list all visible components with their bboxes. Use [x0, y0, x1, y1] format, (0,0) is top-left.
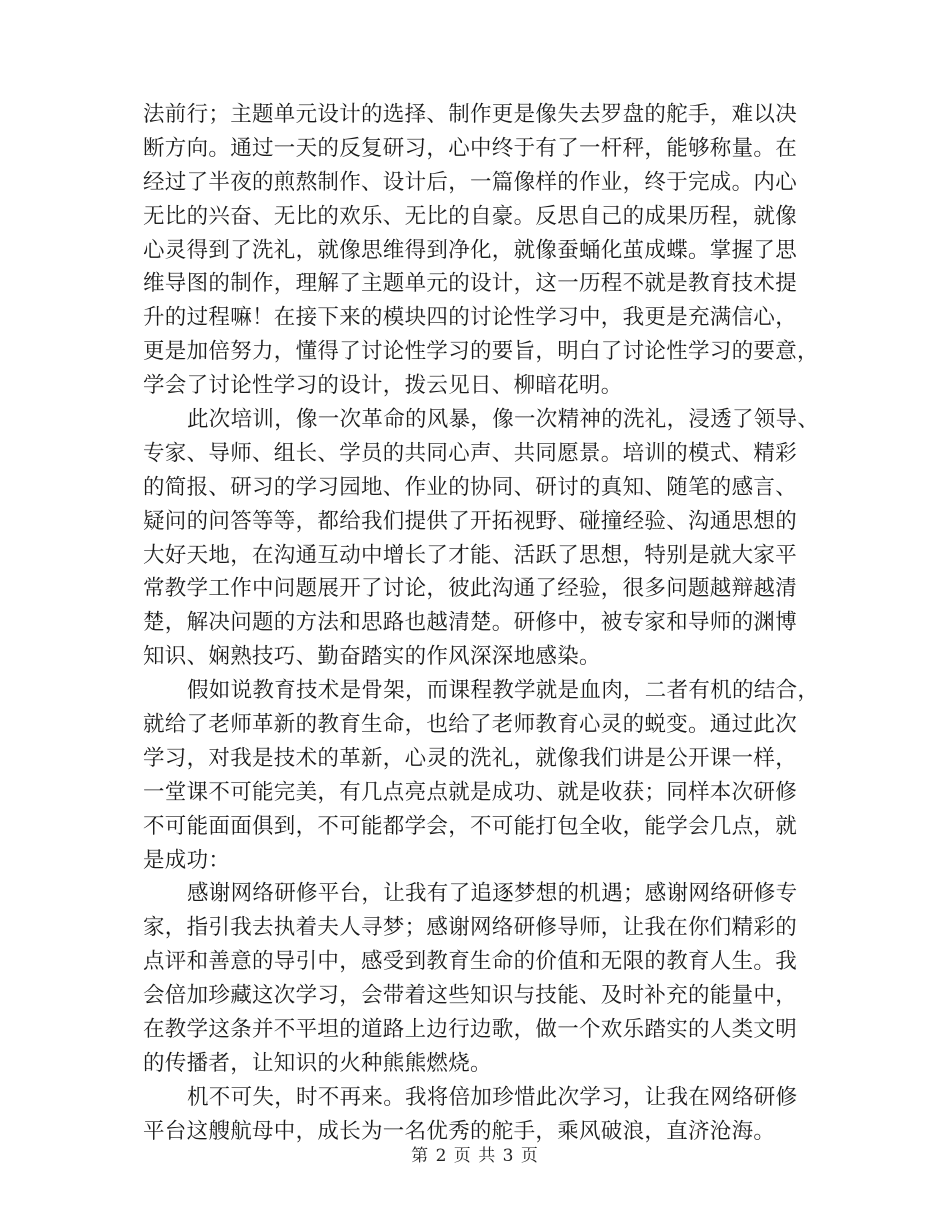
- text-line: 假如说教育技术是骨架，而课程教学就是血肉，二者有机的结合，: [187, 678, 820, 704]
- text-line: 楚，解决问题的方法和思路也越清楚。研修中，被专家和导师的渊博: [143, 610, 798, 636]
- text-line: 机不可失，时不再来。我将倍加珍惜此次学习，让我在网络研修: [187, 1084, 798, 1110]
- text-line: 此次培训，像一次革命的风暴，像一次精神的洗礼，浸透了领导、: [187, 407, 820, 433]
- text-line: 在教学这条并不平坦的道路上边行边歌，做一个欢乐踏实的人类文明: [143, 1017, 798, 1043]
- document-body: [143, 98, 823, 1149]
- text-line: 是成功：: [143, 847, 231, 873]
- text-line: 学习，对我是技术的革新，心灵的洗礼，就像我们讲是公开课一样，: [143, 745, 798, 771]
- page-number-footer: 第 2 页 共 3 页: [411, 1146, 539, 1166]
- text-line: 升的过程嘛！在接下来的模块四的讨论性学习中，我更是充满信心，: [143, 305, 798, 331]
- text-line: 经过了半夜的煎熬制作、设计后，一篇像样的作业，终于完成。内心: [143, 169, 798, 195]
- text-line: 感谢网络研修平台，让我有了追逐梦想的机遇；感谢网络研修专: [187, 881, 798, 907]
- text-line: 更是加倍努力，懂得了讨论性学习的要旨，明白了讨论性学习的要意，: [143, 339, 819, 365]
- text-line: 平台这艘航母中，成长为一名优秀的舵手，乘风破浪，直济沧海。: [143, 1118, 776, 1144]
- text-line: 会倍加珍藏这次学习，会带着这些知识与技能、及时补充的能量中，: [143, 983, 798, 1009]
- text-line: 心灵得到了洗礼，就像思维得到净化，就像蚕蛹化茧成蝶。掌握了思: [143, 237, 798, 263]
- text-line: 常教学工作中问题展开了讨论，彼此沟通了经验，很多问题越辩越清: [143, 576, 798, 602]
- text-line: 就给了老师革新的教育生命，也给了老师教育心灵的蜕变。通过此次: [143, 712, 798, 738]
- text-line: 的传播者，让知识的火种熊熊燃烧。: [143, 1050, 492, 1076]
- text-line: 知识、娴熟技巧、勤奋踏实的作风深深地感染。: [143, 644, 601, 670]
- text-line: 断方向。通过一天的反复研习，心中终于有了一杆秤，能够称量。在: [143, 135, 798, 161]
- text-line: 法前行；主题单元设计的选择、制作更是像失去罗盘的舵手，难以决: [143, 102, 798, 127]
- text-line: 学会了讨论性学习的设计，拨云见日、柳暗花明。: [143, 373, 623, 399]
- text-line: 维导图的制作，理解了主题单元的设计，这一历程不就是教育技术提: [143, 271, 798, 297]
- text-line: 点评和善意的导引中，感受到教育生命的价值和无限的教育人生。我: [143, 949, 798, 975]
- text-line: 专家、导师、组长、学员的共同心声、共同愿景。培训的模式、精彩: [143, 440, 798, 466]
- text-line: 疑问的问答等等，都给我们提供了开拓视野、碰撞经验、沟通思想的: [143, 508, 798, 534]
- text-line: 一堂课不可能完美，有几点亮点就是成功、就是收获；同样本次研修: [143, 779, 798, 805]
- text-line: 的简报、研习的学习园地、作业的协同、研讨的真知、随笔的感言、: [143, 474, 798, 500]
- text-line: 家，指引我去执着夫人寻梦；感谢网络研修导师，让我在你们精彩的: [143, 915, 798, 941]
- text-line: 大好天地，在沟通互动中增长了才能、活跃了思想，特别是就大家平: [143, 542, 798, 568]
- text-line: 无比的兴奋、无比的欢乐、无比的自豪。反思自己的成果历程，就像: [143, 203, 798, 229]
- text-line: 不可能面面俱到，不可能都学会，不可能打包全收，能学会几点，就: [143, 813, 798, 839]
